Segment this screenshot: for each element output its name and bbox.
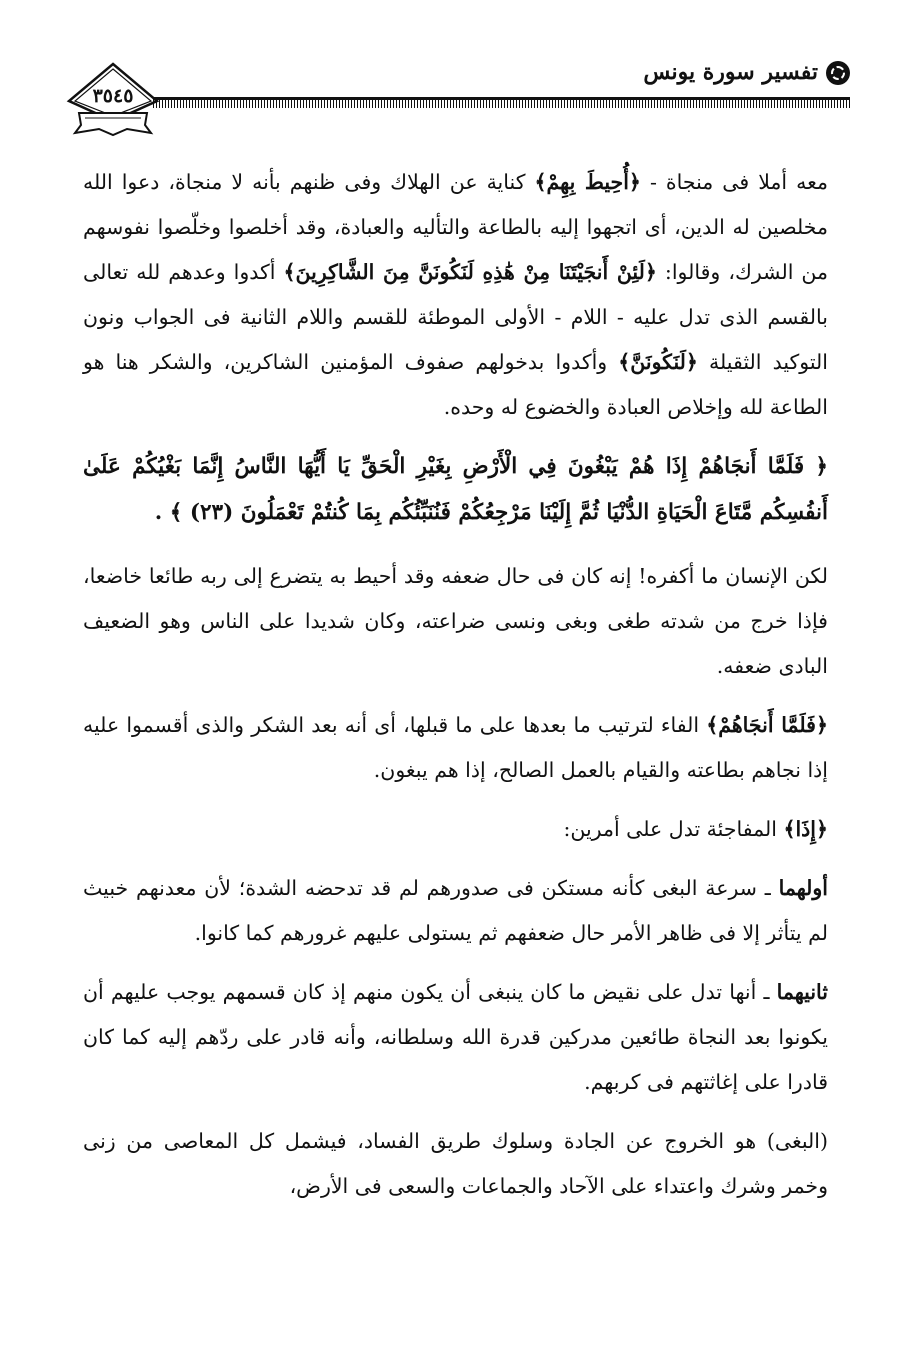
- point-heading: ثانيهما: [776, 980, 828, 1004]
- paragraph-5: أولهما ـ سرعة البغى كأنه مستكن فى صدورهم لم قد تدحضه الشدة؛ لأن معدنهم خبيث لم يتأثر إلا فى ظاهر الأمر حال ضعفهم ثم يستولى عليهم غرورهم كما كانوا.: [83, 876, 828, 945]
- paragraph-6: ثانيهما ـ أنها تدل على نقيض ما كان ينبغى أن يكون منهم إذ كان قسمهم يوجب عليهم أن يكونوا بعد النجاة طائعين مدركين قدرة الله وسلطانه، وأنه قادر على ردّهم إليه كما كان قادرا على إغاثتهم فى كربهم.: [83, 980, 828, 1094]
- header-rule: [153, 97, 850, 108]
- page-header: [65, 55, 850, 145]
- paragraph-4: ﴿إِذَا﴾ المفاجئة تدل على أمرين:: [563, 817, 828, 841]
- paragraph-2: لكن الإنسان ما أكفره! إنه كان فى حال ضعفه وقد أحيط به يتضرع إلى ربه طائعا خاضعا، فإذا خرج من شدته طغى وبغى ونسى ضراعته، وكان شديدا على الناس وهو الضعيف البادى ضعفه.: [83, 564, 828, 678]
- quran-quote: ﴿أُحِيطَ بِهِمْ﴾: [534, 170, 641, 194]
- page-number: ٣٥٤٥: [92, 85, 134, 107]
- paragraph-1: معه أملا فى منجاة - ﴿أُحِيطَ بِهِمْ﴾ كناية عن الهلاك وفى ظنهم بأنه لا منجاة، دعوا الله مخلصين له الدين، أى اتجهوا إليه بالطاعة والتأليه والعبادة، وقد أخلصوا وخلّصوا نفوسهم من الشرك، وقالوا: ﴿لَئِنْ أَنجَيْتَنَا مِنْ هَٰذِهِ لَنَكُونَنَّ مِنَ الشَّاكِرِينَ﴾ أكدوا وعدهم لله تعالى بالقسم الذى تدل عليه - اللام - الأولى الموطئة للقسم واللام الثانية فى الجواب ونون التوكيد الثقيلة ﴿لَنَكُونَنَّ﴾ وأكدوا بدخولهم صفوف المؤمنين الشاكرين، والشكر هنا هو الطاعة لله وإخلاص العبادة والخضوع له وحده.: [83, 170, 829, 419]
- quran-verse: ﴿ فَلَمَّا أَنجَاهُمْ إِذَا هُمْ يَبْغُونَ فِي الْأَرْضِ بِغَيْرِ الْحَقِّ يَا أَيُّهَا النَّاسُ إِنَّمَا بَغْيُكُمْ عَلَىٰ أَنفُسِكُم مَّتَاعَ الْحَيَاةِ الدُّنْيَا ثُمَّ إِلَيْنَا مَرْجِعُكُمْ فَنُنَبِّئُكُم بِمَا كُنتُمْ تَعْمَلُونَ (٢٣) ﴾ .: [83, 454, 828, 525]
- quran-quote: ﴿فَلَمَّا أَنجَاهُمْ﴾: [706, 713, 828, 737]
- title-ornament-icon: [826, 61, 850, 85]
- point-heading: أولهما: [778, 876, 828, 900]
- quran-quote: ﴿لَنَكُونَنَّ﴾: [618, 350, 698, 374]
- running-title: تفسير سورة يونس: [643, 59, 818, 85]
- quran-quote: ﴿إِذَا﴾: [783, 817, 828, 841]
- paragraph-3: ﴿فَلَمَّا أَنجَاهُمْ﴾ الفاء لترتيب ما بعدها على ما قبلها، أى أنه بعد الشكر والذى أقسموا عليه إذا نجاهم بطاعته والقيام بالعمل الصالح، إذا هم يبغون.: [83, 713, 828, 782]
- page-number-frame: [65, 61, 161, 139]
- paragraph-7: (البغى) هو الخروج عن الجادة وسلوك طريق الفساد، فيشمل كل المعاصى من زنى وخمر وشرك واعتداء على الآحاد والجماعات والسعى فى الأرض،: [83, 1129, 828, 1198]
- quran-quote: ﴿لَئِنْ أَنجَيْتَنَا مِنْ هَٰذِهِ لَنَكُونَنَّ مِنَ الشَّاكِرِينَ﴾: [283, 260, 657, 284]
- page-body: [83, 160, 828, 1223]
